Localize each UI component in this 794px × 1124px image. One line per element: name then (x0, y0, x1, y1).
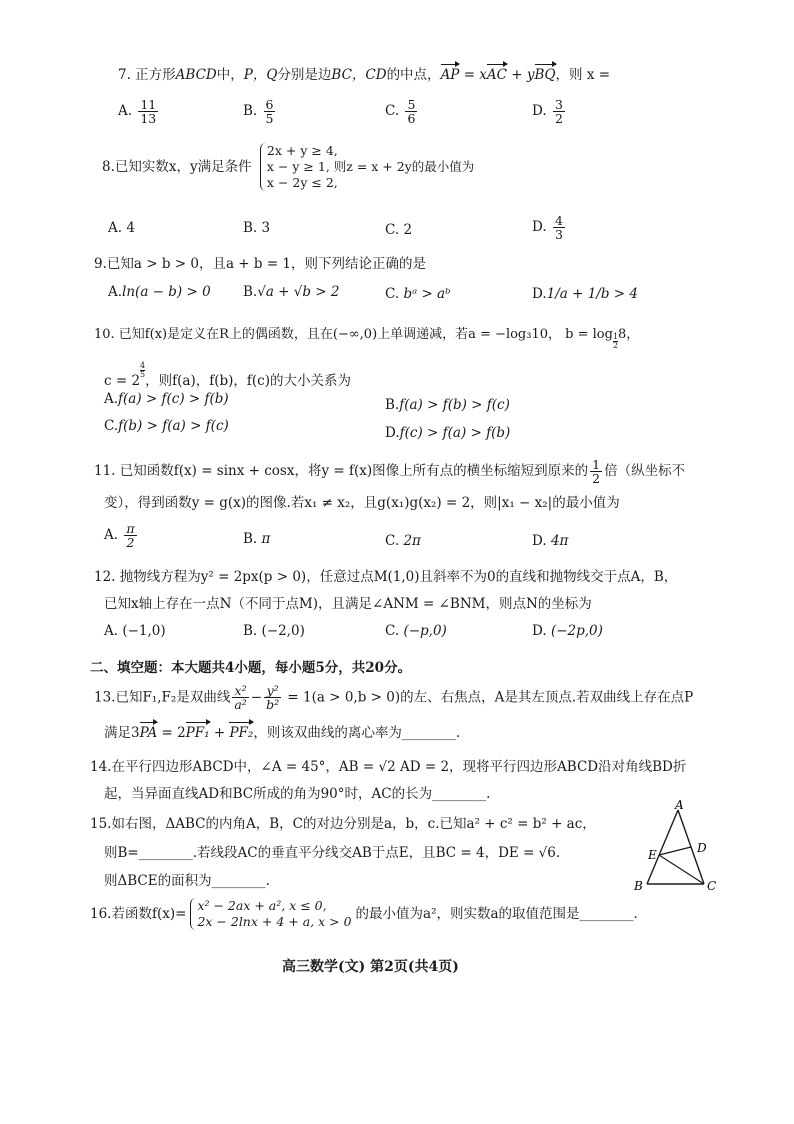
q10-option-a: A.f(a) > f(c) > f(b) (104, 391, 229, 407)
triangle-figure (628, 800, 728, 895)
q8-option-a: A. 4 (108, 220, 135, 236)
q7-option-c: C. $\frac{5}{6}$ (385, 97, 416, 126)
q11-option-a: A. $\frac{\pi}{2}$ (104, 521, 135, 550)
question-14-line-1: 14.在平行四边形ABCD中，∠A = 45°，AB = √2 AD = 2，现将平行四边形ABCD沿对角线BD折 (90, 759, 687, 775)
vector-PF2: PF₂ (229, 725, 254, 741)
question-16: 16.若函数f(x)= x² − 2ax + a², x ≤ 0, 2x − 2lnx + 4 + a, x > 0 的最小值为a²，则实数a的取值范围是________. (90, 898, 638, 929)
q8-option-b: B. 3 (243, 220, 271, 236)
q9-option-b: B.√a + √b > 2 (243, 284, 340, 300)
question-8-stem: 8.已知实数x，y满足条件 2x + y ≥ 4, x − y ≥ 1, 则z = x + 2y的最小值为 x − 2y ≤ 2, (102, 143, 475, 190)
q9-option-c: C. bᵃ > aᵇ (385, 286, 451, 302)
question-10-line-1: 10. 已知f(x)是定义在R上的偶函数，且在(−∞,0)上单调递减，若a = −log₃10， b = log $\frac{1}{2}$ 8， (94, 327, 640, 350)
question-13-line-1: 13.已知F₁,F₂是双曲线 $\frac{\text{x²}}{\text{a²}}$ − $\frac{\text{y²}}{\text{b²}}$ = 1(a > 0,b > 0)的左、右焦点，A是其左顶点.若双曲线上存在点P (94, 683, 694, 712)
q10-option-b: B.f(a) > f(b) > f(c) (385, 397, 510, 413)
q12-option-a: A. (−1,0) (104, 623, 166, 639)
vector-AC: AC (486, 67, 508, 83)
page-footer: 高三数学(文) 第2页(共4页) (282, 959, 459, 975)
vector-BQ: BQ (534, 67, 556, 83)
section-2-heading: 二、填空题：本大题共4小题，每小题5分，共20分。 (90, 660, 412, 676)
vector-AP: AP (440, 67, 460, 83)
q11-option-d: D. 4π (532, 533, 569, 549)
question-11-line-1: 11. 已知函数f(x) = sinx + cosx，将y = f(x)图像上所有点的横坐标缩短到原来的 $\frac{1}{2}$ 倍（纵坐标不 (94, 457, 686, 486)
label-C: C (707, 879, 717, 893)
q9-option-d: D.1/a + 1/b > 4 (532, 286, 638, 302)
question-14-line-2: 起，当异面直线AD和BC所成的角为90°时，AC的长为________. (104, 786, 491, 802)
label-D: D (697, 841, 707, 855)
question-10-line-2: c = 2 $\frac{4}{5}$ ，则f(a)，f(b)，f(c)的大小关系为 (104, 361, 351, 389)
question-15-line-3: 则ΔBCE的面积为________. (104, 873, 270, 889)
segment-ED (659, 847, 691, 855)
label-B: B (634, 879, 643, 893)
q9-option-a: A.ln(a − b) > 0 (108, 284, 211, 300)
vector-PF1: PF₁ (185, 725, 210, 741)
q7-option-b: B. $\frac{6}{5}$ (243, 97, 274, 126)
q12-option-c: C. (−p,0) (385, 623, 447, 639)
side-AB (647, 810, 678, 884)
question-9-stem: 9.已知a > b > 0，且a + b = 1，则下列结论正确的是 (94, 256, 427, 272)
q12-option-b: B. (−2,0) (243, 623, 305, 639)
q11-option-c: C. 2π (385, 533, 421, 549)
question-12-line-1: 12. 抛物线方程为y² = 2px(p > 0)，任意过点M(1,0)且斜率不为0的直线和抛物线交于点A，B， (94, 569, 678, 585)
q12-option-d: D. (−2p,0) (532, 623, 603, 639)
q8-constraint-system: 2x + y ≥ 4, x − y ≥ 1, 则z = x + 2y的最小值为 x − 2y ≤ 2, (260, 143, 474, 191)
q11-option-b: B. π (243, 531, 271, 547)
vector-PA: PA (139, 725, 158, 741)
question-7-stem: 7. 正方形ABCD中，P，Q分别是边BC，CD的中点，AP = xAC + yBQ，则 x = (118, 67, 611, 83)
q8-option-c: C. 2 (385, 222, 413, 238)
q7-option-a: A. $\frac{11}{13}$ (118, 97, 157, 126)
q10-option-d: D.f(c) > f(a) > f(b) (385, 425, 511, 441)
question-11-line-2: 变），得到函数y = g(x)的图像.若x₁ ≠ x₂，且g(x₁)g(x₂) = 2，则|x₁ − x₂|的最小值为 (104, 495, 620, 511)
label-A: A (675, 800, 684, 812)
q10-option-c: C.f(b) > f(a) > f(c) (104, 418, 229, 434)
label-E: E (648, 848, 657, 862)
question-15-line-2: 则B=________.若线段AC的垂直平分线交AB于点E，且BC = 4，DE = √6. (104, 845, 561, 861)
q16-piecewise: x² − 2ax + a², x ≤ 0, 2x − 2lnx + 4 + a, x > 0 (190, 898, 351, 930)
question-12-line-2: 已知x轴上存在一点N（不同于点M)，且满足∠ANM = ∠BNM，则点N的坐标为 (104, 596, 592, 612)
question-13-line-2: 满足3PA = 2PF₁ + PF₂，则该双曲线的离心率为________. (104, 725, 461, 741)
question-15-line-1: 15.如右图，ΔABC的内角A，B，C的对边分别是a，b，c.已知a² + c² = b² + ac， (90, 816, 596, 832)
q7-option-d: D. $\frac{3}{2}$ (532, 97, 563, 126)
q8-option-d: D. $\frac{4}{3}$ (532, 213, 563, 242)
segment-EC (659, 855, 704, 884)
